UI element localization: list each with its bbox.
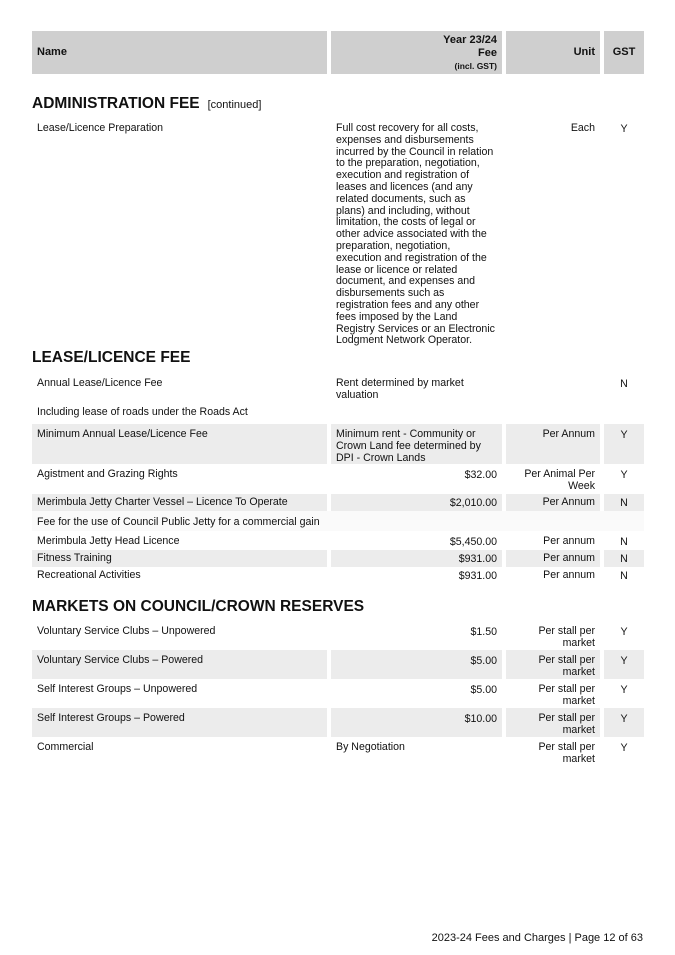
table-row: Voluntary Service Clubs – Unpowered $1.50 Per stall per market Y	[37, 625, 628, 649]
table-row: Self Interest Groups – Unpowered $5.00 Per stall per market Y	[37, 683, 628, 707]
table-row: Recreational Activities $931.00 Per annum N	[37, 569, 628, 582]
header-name: Name	[32, 31, 327, 74]
header-fee: Year 23/24 Fee (incl. GST)	[331, 31, 502, 74]
header-gst: GST	[604, 31, 644, 74]
table-row: Merimbula Jetty Charter Vessel – Licence To Operate $2,010.00 Per Annum N	[32, 494, 644, 511]
table-row: Fitness Training $931.00 Per annum N	[32, 550, 644, 567]
row-note: Including lease of roads under the Roads Act	[37, 406, 248, 418]
section-title-administration: ADMINISTRATION FEE [continued]	[32, 95, 262, 112]
table-header	[32, 31, 644, 74]
header-unit: Unit	[506, 31, 600, 74]
table-row: Commercial By Negotiation Per stall per market Y	[37, 741, 628, 765]
table-row: Lease/Licence Preparation Full cost recovery for all costs, expenses and disbursements incurred by the Council in relation to the preparation, negotiation, execution and registration of leases and licences (and any related documents, such as plans) and including, without limitation, the costs of legal or other advice associated with the preparation, negotiation, execution and registration of the lease or licence or related document, and expenses and disbursements such as registration fees and any other fees imposed by the Land Registry Services or an Electronic Lodgment Network Operator. Each Y	[37, 122, 628, 347]
table-row: Self Interest Groups – Powered $10.00 Per stall per market Y	[32, 708, 644, 737]
row-note: Fee for the use of Council Public Jetty for a commercial gain	[32, 511, 644, 531]
table-row: Voluntary Service Clubs – Powered $5.00 Per stall per market Y	[32, 650, 644, 679]
section-title-lease: LEASE/LICENCE FEE	[32, 349, 191, 366]
table-row: Minimum Annual Lease/Licence Fee Minimum rent - Community or Crown Land fee determined by DPI - Crown Lands Per Annum Y	[32, 424, 644, 464]
page-footer: 2023-24 Fees and Charges | Page 12 of 63	[431, 932, 643, 944]
table-row: Agistment and Grazing Rights $32.00 Per Animal Per Week Y	[37, 468, 628, 492]
table-row: Merimbula Jetty Head Licence $5,450.00 Per annum N	[37, 535, 628, 548]
table-row: Annual Lease/Licence Fee Rent determined by market valuation N	[37, 377, 628, 401]
section-title-markets: MARKETS ON COUNCIL/CROWN RESERVES	[32, 598, 365, 615]
